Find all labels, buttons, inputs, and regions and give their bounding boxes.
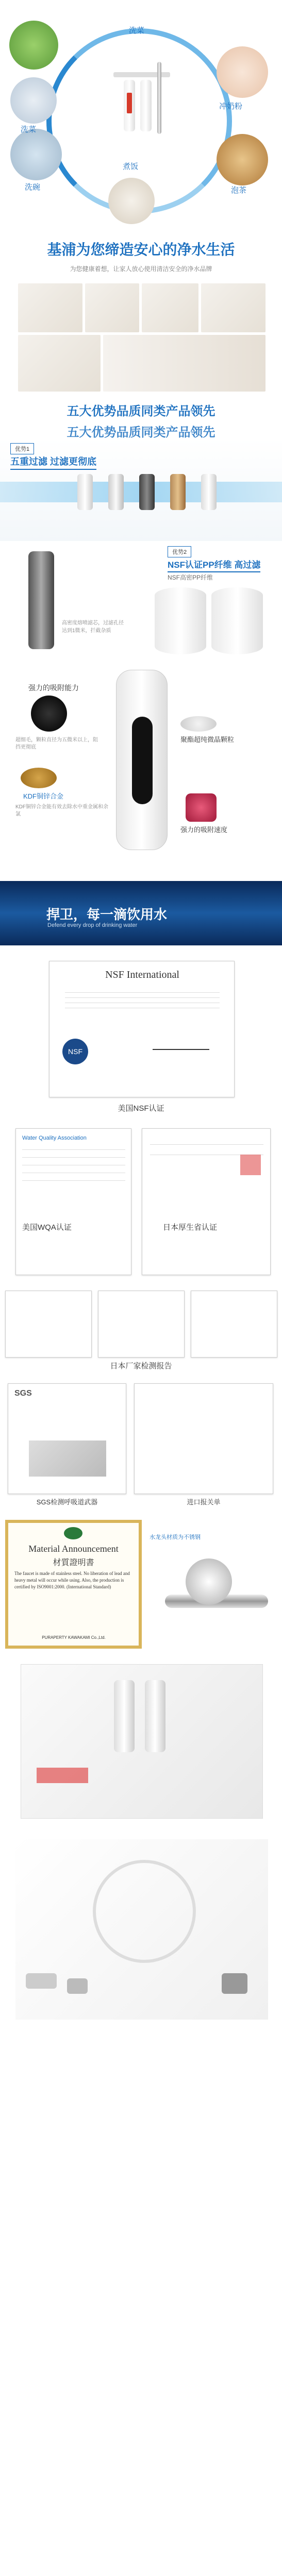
accessories-section [0,1834,282,2576]
photo-rice [108,178,155,224]
photo-family-1 [18,283,82,332]
photo-tea [217,134,268,185]
photo-family-4 [201,283,266,332]
jp-test-report-3 [191,1291,277,1358]
feature-2-image [180,716,217,732]
photo-family-5 [18,335,101,392]
pp-note-1: 高密度熔喷滤芯，过滤孔径 [62,620,124,626]
tagline-sub: 为您健康着想，让家人放心使用清洁安全的净水品牌 [70,265,212,273]
photo-baby-milk [217,46,268,98]
cycle-label-6: 洗菜 [21,125,37,134]
hero-section [0,0,282,229]
feature-4-image [186,793,217,822]
feature-4-label: 强力的吸附速度 [180,826,228,834]
wqa-jp-section [0,1126,282,1285]
import-caption: 进口报关单 [187,1498,221,1506]
feature-3-image [21,768,57,788]
heading-2: 五大优势品质同类产品领先 [67,426,215,438]
pp-roll-2 [211,587,263,654]
features-section [0,665,282,876]
advantage-title-2: NSF认证PP纤维 高过滤 [168,557,260,572]
photo-family-2 [85,283,139,332]
filter-stage-3 [139,474,155,510]
filter-stage-1 [77,474,93,510]
filter-stage-4 [170,474,186,510]
wqa-certificate [15,1128,131,1275]
cartridge-cutaway [116,670,168,850]
filter-section-1 [0,438,282,541]
feature-2-label: 聚酯超纯微晶颗粒 [180,736,235,743]
nsf-logo: NSF [62,1039,88,1064]
wqa-title: Water Quality Association [22,1135,87,1141]
material-body: The faucet is made of stainless steel. No liberation of lead and heavy metal will occur while using. Also, the production is certified by ISO9001:2000. (International Standard) [14,1571,130,1589]
cycle-label-5: 洗碗 [25,183,41,192]
tagline-block [0,234,282,278]
banner-text: 捍卫，每一滴饮用水 [46,907,168,922]
pp-label: NSF高密PP纤维 [168,574,213,581]
material-title-en: Material Announcement [28,1544,119,1554]
sgs-caption: SGS检测呼吸道武器 [36,1498,98,1506]
jp-caption: 日本厚生省认证 [163,1223,218,1232]
faucet-photo [155,1548,273,1636]
pp-roll-1 [155,587,206,654]
jp-tests-caption: 日本厂家检测报告 [110,1362,172,1370]
cycle-label-4: 煮饭 [123,162,139,171]
feature-3-label: KDF铜锌合金 [23,792,64,800]
package-box [21,1664,263,1819]
nsf-signature [153,1049,209,1050]
photo-family-6 [103,335,266,392]
jp-seal [240,1155,261,1175]
photo-dishes [10,129,62,180]
material-certificate [5,1520,142,1649]
nsf-title: NSF International [105,969,179,980]
pp-note-2: 达到1微米，拦截杂质 [62,628,111,634]
nsf-cert-section [0,958,282,1123]
nsf-caption: 美国NSF认证 [118,1104,164,1113]
import-declaration [134,1383,273,1494]
filter-stage-2 [108,474,124,510]
feature-1-desc: 超细毛，颗粒直径为五微米以上，阻挡更彻底 [15,737,98,750]
jp-certificate [142,1128,271,1275]
family-photos [0,278,282,392]
photo-family-3 [142,283,198,332]
material-section [0,1517,282,1654]
banner-sub: Defend every drop of drinking water [47,922,138,928]
heading-1: 五大优势品质同类产品领先 [67,404,215,418]
cycle-label-2: 冲奶粉 [219,102,243,111]
advantage-title-1: 五重过滤 过滤更彻底 [10,454,96,470]
filter-section-2 [0,541,282,665]
packaging-section [0,1654,282,1834]
jp-test-report-1 [5,1291,92,1358]
sgs-product-photo [29,1440,106,1477]
accessories-photo [15,1839,268,2020]
cycle-label-3: 泡茶 [231,186,247,195]
advantage-tag-2: 优势2 [168,546,191,557]
pp-cartridge-vertical [28,551,54,649]
feature-3-desc: KDF铜锌合金能有效去除水中重金属和余氯 [15,804,108,817]
photo-faucet [10,77,57,124]
jp-test-report-2 [98,1291,185,1358]
nsf-certificate [49,961,235,1097]
photo-washing-veg [9,21,58,70]
water-banner [0,881,282,945]
material-footer: PURAPERTY KAWAKAMI Co.,Ltd. [42,1635,106,1640]
sgs-title: SGS [14,1389,32,1398]
filter-stage-5 [201,474,217,510]
tagline: 基浦为您缔造安心的净水生活 [47,242,235,258]
cycle-label-1: 洗菜 [129,26,145,35]
wqa-caption: 美国WQA认证 [22,1223,72,1232]
feature-1-label: 强力的吸附能力 [28,684,79,692]
jp-tests-section [0,1288,282,1376]
sgs-report [8,1383,126,1494]
product-image [108,62,175,149]
material-title-cn: 材質證明書 [53,1558,94,1567]
heading-block [0,392,282,438]
faucet-note: 水龙头材质为不锈钢 [150,1534,201,1540]
advantage-tag-1: 优势1 [10,443,34,454]
feature-1-image [31,696,67,732]
sgs-import-section [0,1381,282,1515]
company-logo [64,1527,82,1539]
